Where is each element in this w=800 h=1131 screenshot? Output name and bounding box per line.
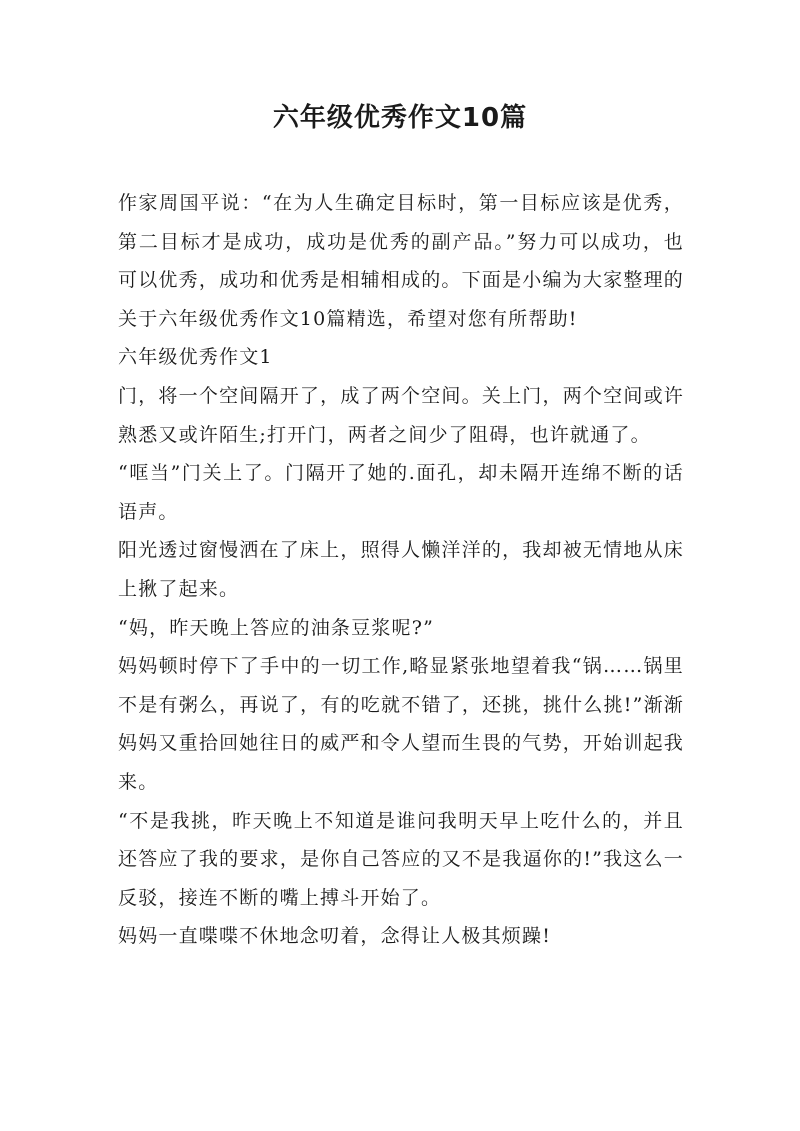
section-heading: 六年级优秀作文1	[118, 346, 273, 369]
intro-paragraph: 作家周国平说：“在为人生确定目标时，第一目标应该是优秀，第二目标才是成功，成功是优秀的副产品。”努力可以成功，也可以优秀，成功和优秀是相辅相成的。下面是小编为大家整理的关于六年级优秀作文10篇精选，希望对您有所帮助!	[118, 192, 684, 330]
document-title: 六年级优秀作文10篇	[272, 103, 528, 133]
paragraph: “妈，昨天晚上答应的油条豆浆呢?”	[118, 616, 435, 639]
paragraph: 妈妈顿时停下了手中的一切工作,略显紧张地望着我“锅……锅里不是有粥么，再说了，有的吃就不错了，还挑，挑什么挑!”渐渐妈妈又重拾回她往日的威严和令人望而生畏的气势，开始训起我来。	[118, 655, 684, 793]
document-body	[118, 184, 684, 956]
paragraph: 妈妈一直喋喋不休地念叨着，念得让人极其烦躁!	[118, 925, 552, 948]
paragraph: 门，将一个空间隔开了，成了两个空间。关上门，两个空间或许熟悉又或许陌生;打开门，两者之间少了阻碍，也许就通了。	[118, 384, 684, 446]
paragraph: “不是我挑，昨天晚上不知道是谁问我明天早上吃什么的，并且还答应了我的要求，是你自己答应的又不是我逼你的!”我这么一反驳，接连不断的嘴上搏斗开始了。	[118, 809, 684, 909]
paragraph: 阳光透过窗慢洒在了床上，照得人懒洋洋的，我却被无情地从床上揪了起来。	[118, 539, 684, 600]
paragraph: “哐当”门关上了。门隔开了她的.面孔，却未隔开连绵不断的话语声。	[118, 462, 684, 523]
